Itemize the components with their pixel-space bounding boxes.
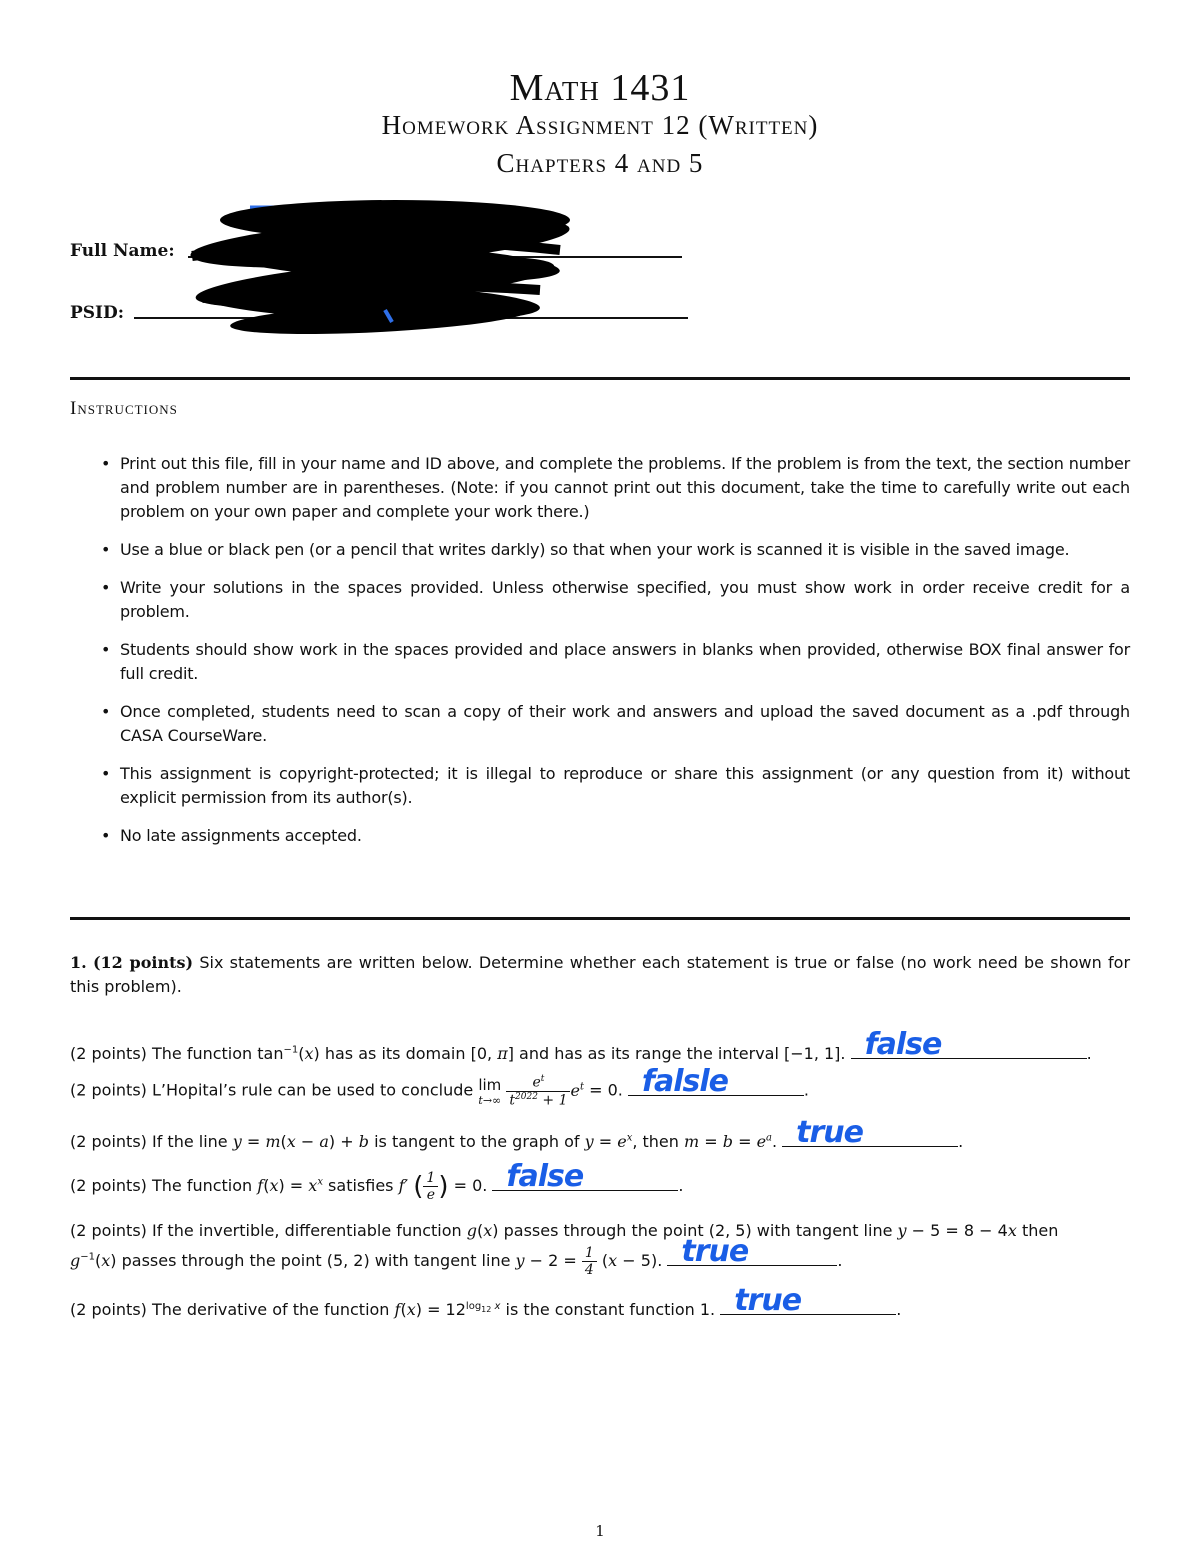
answer-blank[interactable] bbox=[667, 1234, 837, 1269]
handwritten-answer: false bbox=[506, 1159, 584, 1194]
assignment-title: Homework Assignment 12 (Written) bbox=[381, 110, 819, 140]
course-title: Math 1431 bbox=[509, 67, 691, 109]
bottom-divider bbox=[70, 917, 1130, 920]
problem-number: 1. bbox=[70, 953, 87, 972]
list-item: • Once completed, students need to scan a copy of their work and answers and upload the saved document as a .pdf through CASA CourseWare. bbox=[101, 702, 1130, 745]
statement-5-line-1: (2 points) If the invertible, differentiable function g(x) passes through the point (2, 5) with tangent line y − 5 = 8 − 4x then bbox=[70, 1221, 1059, 1240]
list-item: • Print out this file, fill in your name and ID above, and complete the problems. If the problem is from the text, the section number and problem number are in parentheses. (Note: if you cannot print out this document, take the time to carefully write out each problem on your own paper and complete your work there.) bbox=[101, 454, 1130, 521]
name-label: Full Name: bbox=[70, 241, 175, 261]
psid-label: PSID: bbox=[70, 303, 125, 323]
instructions-heading: Instructions bbox=[70, 398, 178, 419]
instructions-list bbox=[70, 452, 1130, 862]
handwritten-answer: falsle bbox=[641, 1063, 728, 1099]
page-number: 1 bbox=[595, 1522, 605, 1540]
statement-6: (2 points) The derivative of the function $f(x) = 12^{log_{12} x}$ is the constant function 1. true . bbox=[70, 1283, 902, 1319]
problem-1-intro bbox=[70, 951, 1130, 999]
problem-points: (12 points) bbox=[92, 953, 194, 972]
statement-1: (2 points) The function $\tan^{-1}(x)$ has as its domain [0, π] and has as its range the interval [−1, 1]. false . bbox=[70, 1027, 1092, 1063]
redaction-scribble bbox=[180, 190, 600, 350]
answer-blank[interactable] bbox=[851, 1027, 1087, 1062]
answer-blank[interactable] bbox=[720, 1283, 896, 1318]
statement-3: (2 points) If the line y = m(x − a) + b is tangent to the graph of $y = e^x$, then $m = b = e^a$. true . bbox=[70, 1115, 964, 1151]
handwritten-answer: true bbox=[796, 1115, 864, 1150]
chapters-subtitle: Chapters 4 and 5 bbox=[496, 148, 704, 178]
name-field bbox=[70, 241, 175, 261]
psid-field bbox=[70, 303, 124, 323]
answer-blank[interactable] bbox=[628, 1063, 804, 1099]
top-divider bbox=[70, 377, 1130, 380]
list-item: • Use a blue or black pen (or a pencil that writes darkly) so that when your work is scanned it is visible in the saved image. bbox=[101, 540, 1070, 559]
statement-5-line-2: $g^{-1}(x)$ passes through the point (5, 2) with tangent line y − 2 = $\frac{1}{4}$ (x − 5). true . bbox=[70, 1234, 843, 1278]
handwritten-answer: true bbox=[681, 1234, 749, 1269]
answer-blank[interactable] bbox=[492, 1159, 678, 1194]
list-item: • No late assignments accepted. bbox=[101, 826, 362, 845]
answer-blank[interactable] bbox=[782, 1115, 958, 1150]
handwritten-answer: false bbox=[864, 1027, 942, 1062]
list-item: • Write your solutions in the spaces provided. Unless otherwise specified, you must show work in order receive credit for a problem. bbox=[101, 578, 1130, 621]
statement-2: (2 points) L’Hopital’s rule can be used to conclude lim t→∞ $\frac{e^t}{t^{2022} + 1}$ $e^t = 0$. falsle . bbox=[70, 1063, 810, 1109]
handwritten-answer: true bbox=[734, 1283, 802, 1318]
list-item: • This assignment is copyright-protected; it is illegal to reproduce or share this assignment (or any question from it) without explicit permission from its author(s). bbox=[101, 764, 1130, 807]
problem-intro-text: Six statements are written below. Determine whether each statement is true or false (no work need be shown for this problem). bbox=[70, 953, 1131, 996]
list-item: • Students should show work in the spaces provided and place answers in blanks when provided, otherwise BOX final answer for full credit. bbox=[101, 640, 1130, 683]
statement-4: (2 points) The function $f(x) = x^x$ satisfies f′ ( $\frac{1}{e}$ ) = 0. false . bbox=[70, 1159, 684, 1203]
